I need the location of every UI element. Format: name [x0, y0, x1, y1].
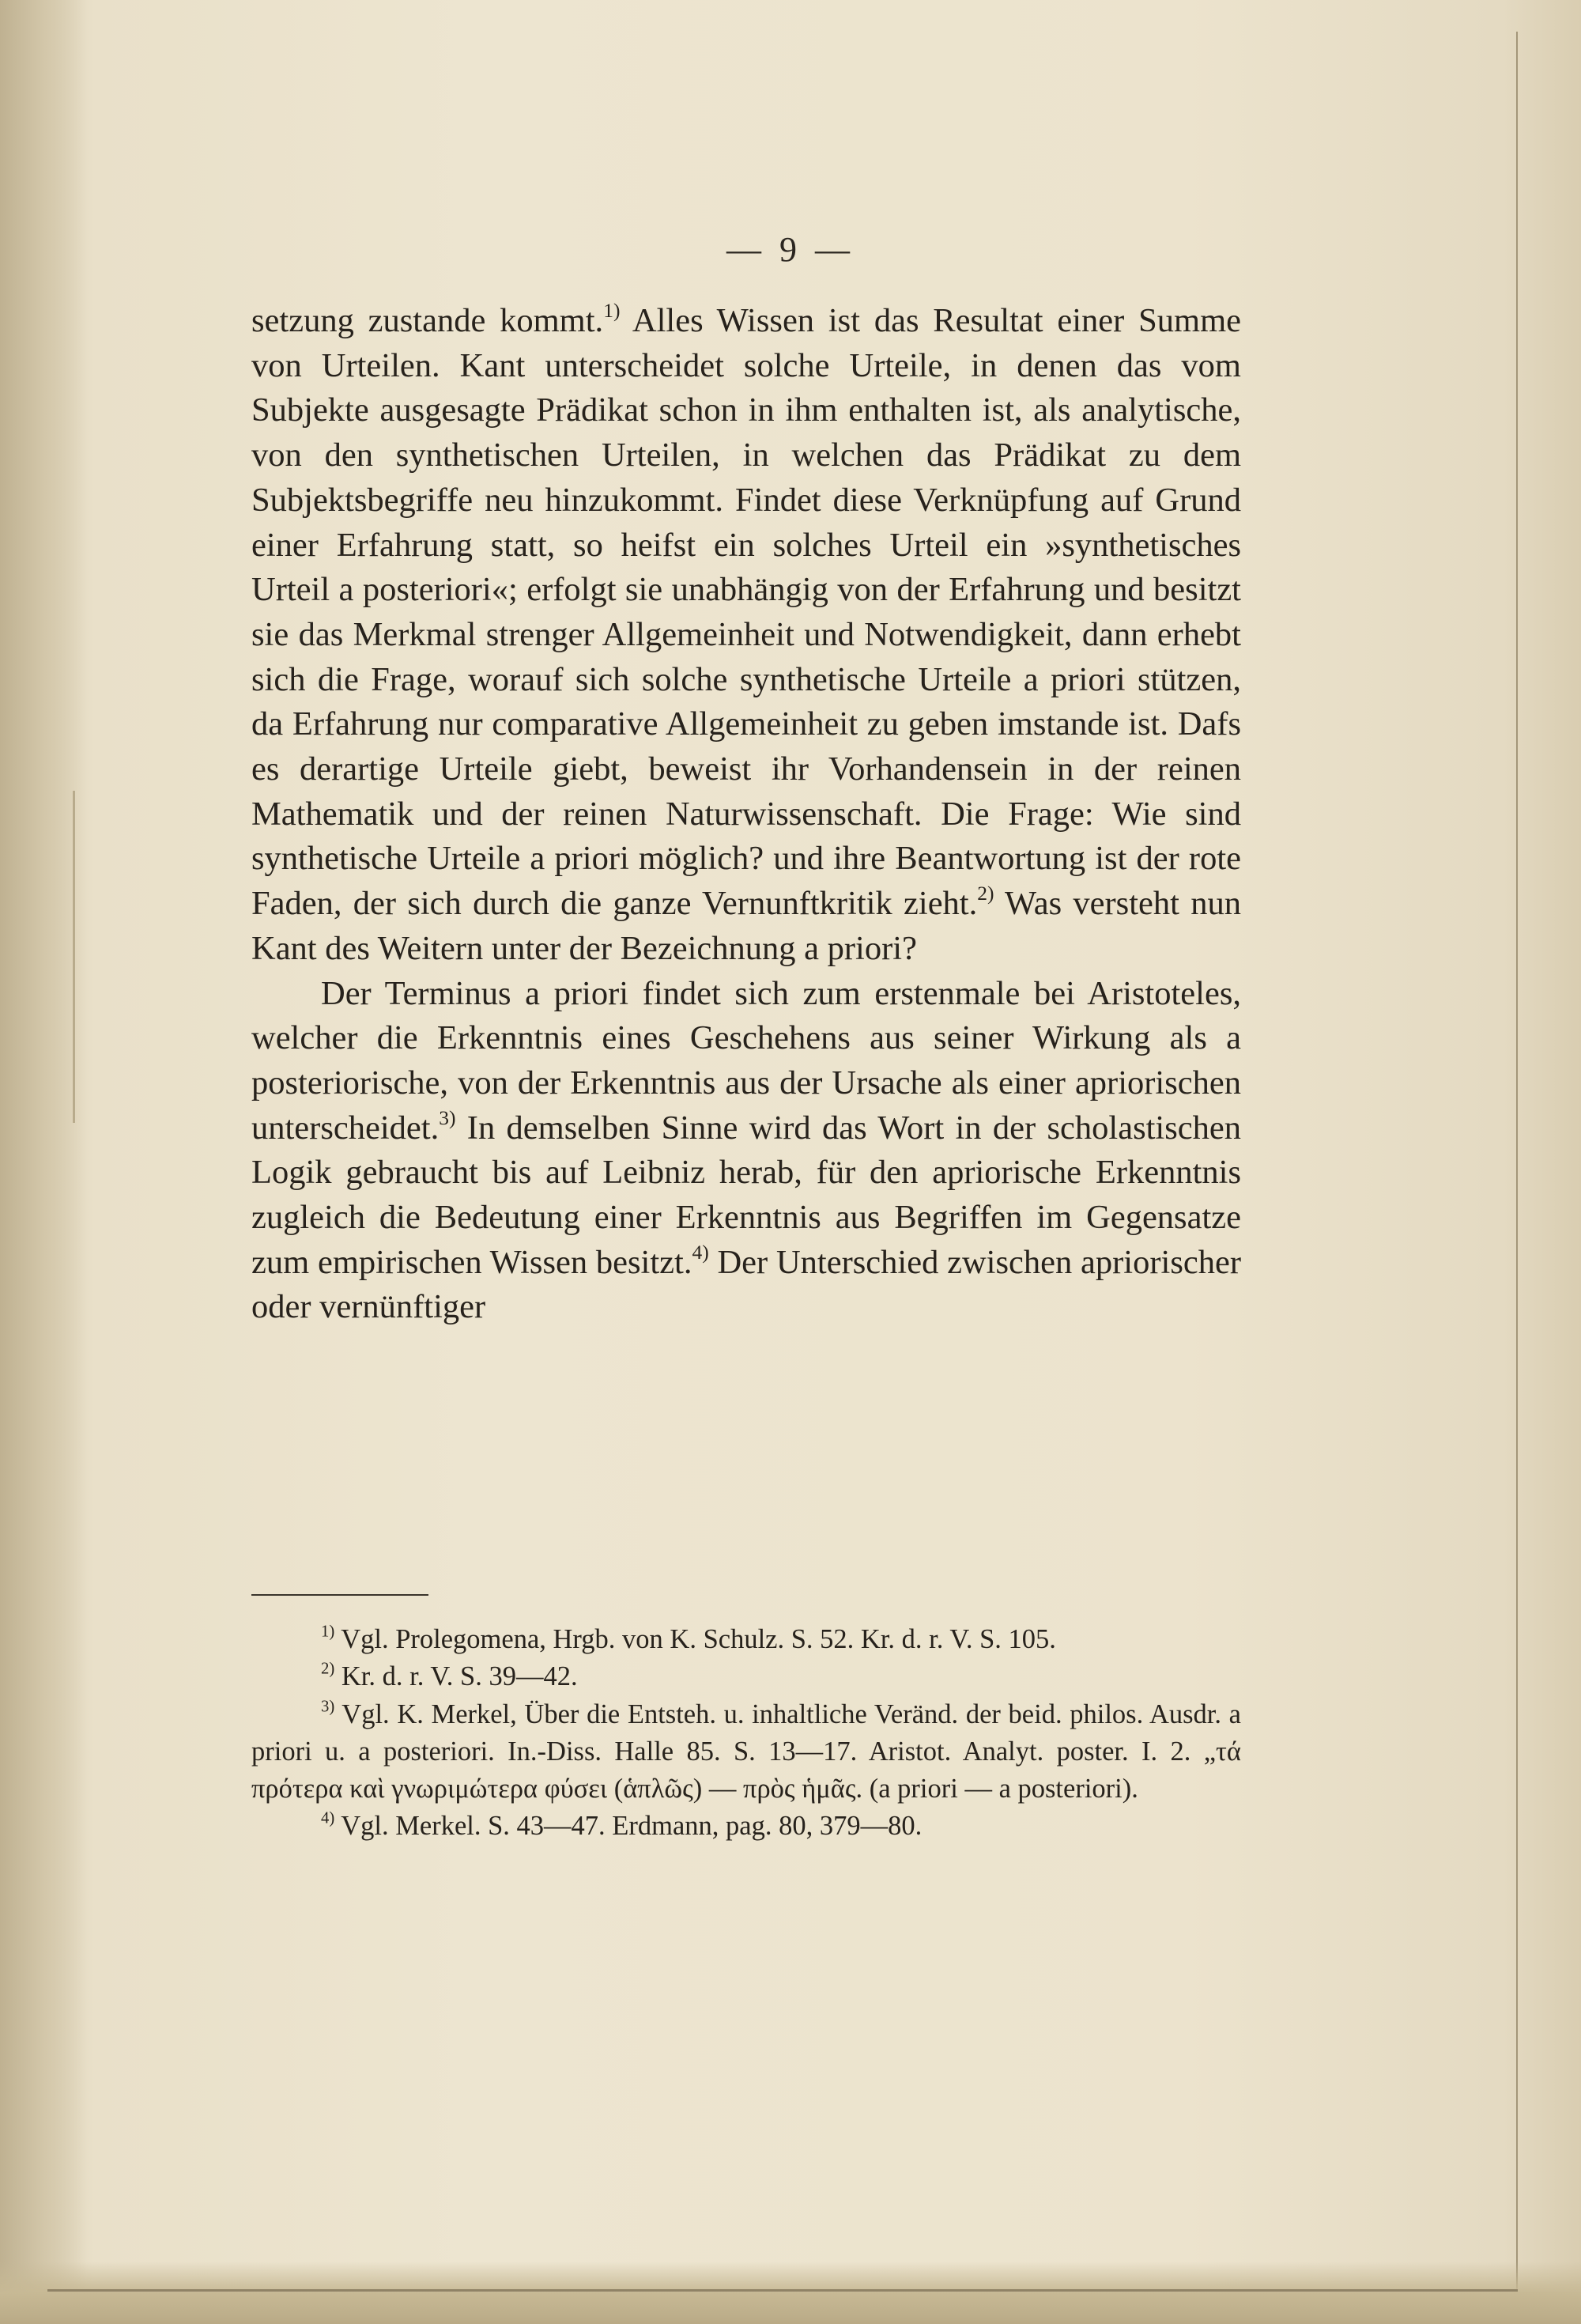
right-page-edge: [1516, 32, 1518, 2293]
footnote-ref-3: 3): [439, 1105, 456, 1129]
footnote-text: Vgl. K. Merkel, Über die Entsteh. u. inhaltliche Veränd. der beid. philos. Ausdr. a priori u. a posteriori. In.-Diss. Halle 85. S. 13—17. Aristot. Analyt. poster. I. 2. „τά πρότερα καὶ γνωριμώτερα φύσει (ἁπλῶς) — πρὸς ἡμᾶς. (a priori — a posteriori).: [251, 1699, 1241, 1804]
footnote-separator: [251, 1594, 428, 1596]
footnote-text: Kr. d. r. V. S. 39—42.: [334, 1661, 578, 1692]
body-text: [251, 299, 1241, 1330]
page-number: — 9 —: [726, 230, 855, 269]
paragraph-1-text-b: Alles Wissen ist das Resultat einer Summe von Urteilen. Kant unterscheidet solche Urteile, in denen das vom Subjekte ausgesagte Prädikat schon in ihm enthalten ist, als analytische, von den synthetischen Urteilen, in welchen das Prädikat zu dem Subjektsbegriffe neu hinzukommt. Findet diese Verknüpfung auf Grund einer Erfahrung statt, so heifst ein solches Urteil ein »synthetisches Urteil a posteriori«; erfolgt sie unabhängig von der Erfahrung und besitzt sie das Merkmal strenger Allgemeinheit und Notwendigkeit, dann erhebt sich die Frage, worauf sich solche synthetische Urteile a priori stützen, da Erfahrung nur comparative Allgemeinheit zu geben imstande ist. Dafs es derartige Urteile giebt, beweist ihr Vorhandensein in der reinen Mathematik und der reinen Naturwissenschaft. Die Frage: Wie sind synthetische Urteile a priori möglich? und ihre Beantwortung ist der rote Faden, der sich durch die ganze Vernunftkritik zieht.: [251, 302, 1241, 923]
binding-line: [73, 791, 75, 1123]
footnote-2: [251, 1658, 1241, 1695]
paragraph-1-text-c: Was versteht nun Kant des Weitern unter der Bezeichnung a priori?: [251, 885, 1241, 967]
bottom-page-shadow: [0, 2262, 1581, 2324]
paragraph-1-text-a: setzung zustande kommt.: [251, 302, 604, 339]
footnote-ref-1: 1): [603, 299, 621, 323]
footnote-text: Vgl. Merkel. S. 43—47. Erdmann, pag. 80, 379—80.: [334, 1811, 923, 1842]
paragraph-1: [251, 299, 1241, 972]
footnote-marker: 2): [321, 1660, 335, 1678]
footnote-ref-2: 2): [977, 882, 994, 905]
footnote-1: [251, 1621, 1241, 1658]
paragraph-2: [251, 972, 1241, 1331]
paragraph-2-text-b: In demselben Sinne wird das Wort in der scholastischen Logik gebraucht bis auf Leibniz herab, für den apriorische Erkenntnis zugleich die Bedeutung einer Erkenntnis aus Begriffen im Gegensatze zum empirischen Wissen besitzt.: [251, 1109, 1241, 1281]
footnote-marker: 4): [321, 1810, 335, 1827]
footnotes: [251, 1621, 1241, 1846]
footnote-text: Vgl. Prolegomena, Hrgb. von K. Schulz. S. 52. Kr. d. r. V. S. 105.: [334, 1624, 1056, 1654]
paragraph-2-text-c: Der Unterschied zwischen apriorischer oder vernünftiger: [251, 1243, 1241, 1326]
footnote-ref-4: 4): [692, 1240, 709, 1264]
footnote-4: [251, 1808, 1241, 1845]
paragraph-2-text-a: Der Terminus a priori findet sich zum erstenmale bei Aristoteles, welcher die Erkenntnis eines Geschehens aus seiner Wirkung als a posteriorische, von der Erkenntnis aus der Ursache als einer apriorischen unterscheidet.: [251, 974, 1241, 1147]
footnote-marker: 1): [321, 1623, 335, 1641]
left-page-shadow: [0, 0, 87, 2324]
footnote-3: [251, 1696, 1241, 1808]
bottom-page-edge: [47, 2289, 1518, 2292]
footnote-marker: 3): [321, 1698, 335, 1716]
